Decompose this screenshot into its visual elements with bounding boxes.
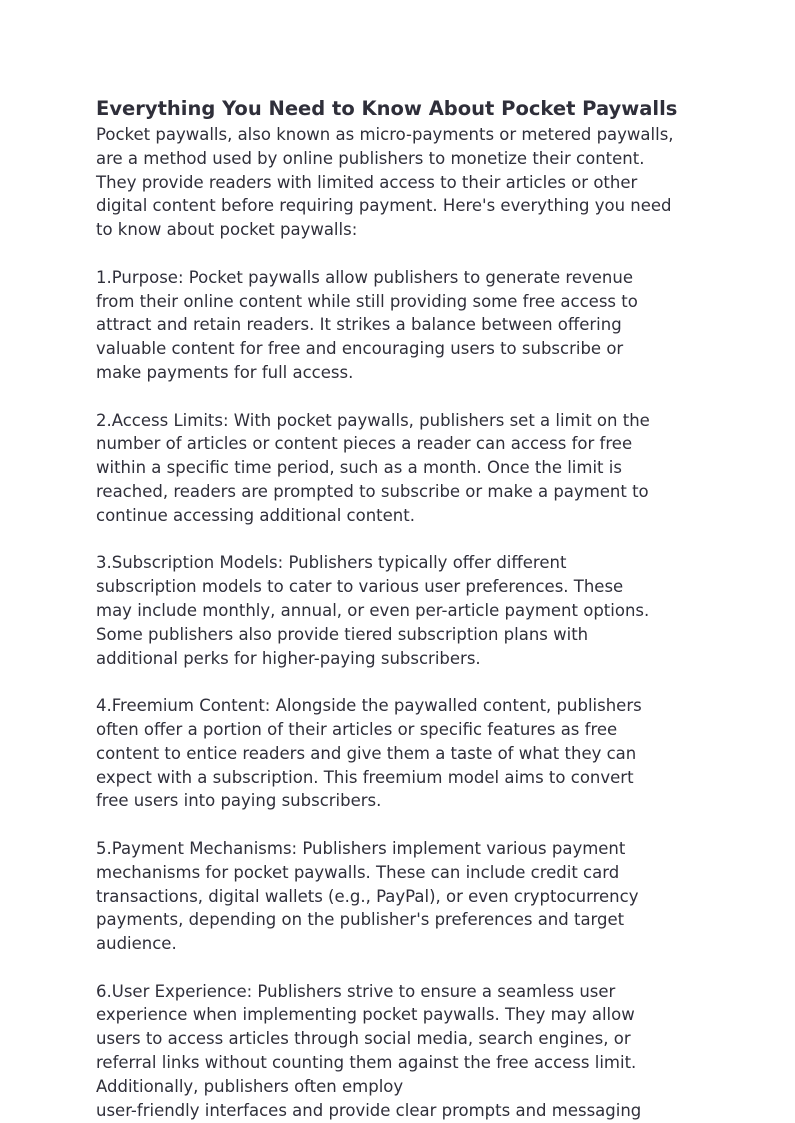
paragraph-gap bbox=[96, 528, 716, 552]
section-access-limits: 2.Access Limits: With pocket paywalls, publishers set a limit on the number of articles or content pieces a reader can access for free within a specific time period, such as a month. Once the limit is reached, readers are prompted to subscribe or make a payment to continue accessing additional content. bbox=[96, 410, 650, 525]
document-page bbox=[96, 95, 716, 1122]
document-title: Everything You Need to Know About Pocket Paywalls bbox=[96, 97, 678, 120]
section-purpose: 1.Purpose: Pocket paywalls allow publishers to generate revenue from their online content while still providing some free access to attract and retain readers. It strikes a balance between offering valuable content for free and encouraging users to subscribe or make payments for full access. bbox=[96, 267, 638, 382]
paragraph-gap bbox=[96, 242, 716, 266]
intro-paragraph: Pocket paywalls, also known as micro-payments or metered paywalls, are a method used by online publishers to monetize their content. They provide readers with limited access to their articles or other digital content before requiring payment. Here's everything you need to know about pocket paywalls: bbox=[96, 125, 674, 240]
paragraph-gap bbox=[96, 956, 716, 980]
section-freemium-content: 4.Freemium Content: Alongside the paywalled content, publishers often offer a portion of their articles or specific features as free content to entice readers and give them a taste of what they can expect with a subscription. This freemium model aims to convert free users into paying subscribers. bbox=[96, 696, 642, 811]
section-user-experience: 6.User Experience: Publishers strive to ensure a seamless user experience when implementing pocket paywalls. They may allow users to access articles through social media, search engines, or referral links without counting them against the free access limit. Additionally, publishers often employ user-friendly interfaces and provide clear prompts and messaging bbox=[96, 981, 642, 1120]
section-payment-mechanisms: 5.Payment Mechanisms: Publishers implement various payment mechanisms for pocket paywalls. These can include credit card transactions, digital wallets (e.g., PayPal), or even cryptocurrency payments, depending on the publisher's preferences and target audience. bbox=[96, 838, 639, 954]
paragraph-gap bbox=[96, 670, 716, 694]
section-subscription-models: 3.Subscription Models: Publishers typically offer different subscription models to cater to various user preferences. These may include monthly, annual, or even per-article payment options. Some publishers also provide tiered subscription plans with additional perks for higher-paying subscribers. bbox=[96, 553, 650, 668]
paragraph-gap bbox=[96, 813, 716, 837]
paragraph-gap bbox=[96, 385, 716, 409]
